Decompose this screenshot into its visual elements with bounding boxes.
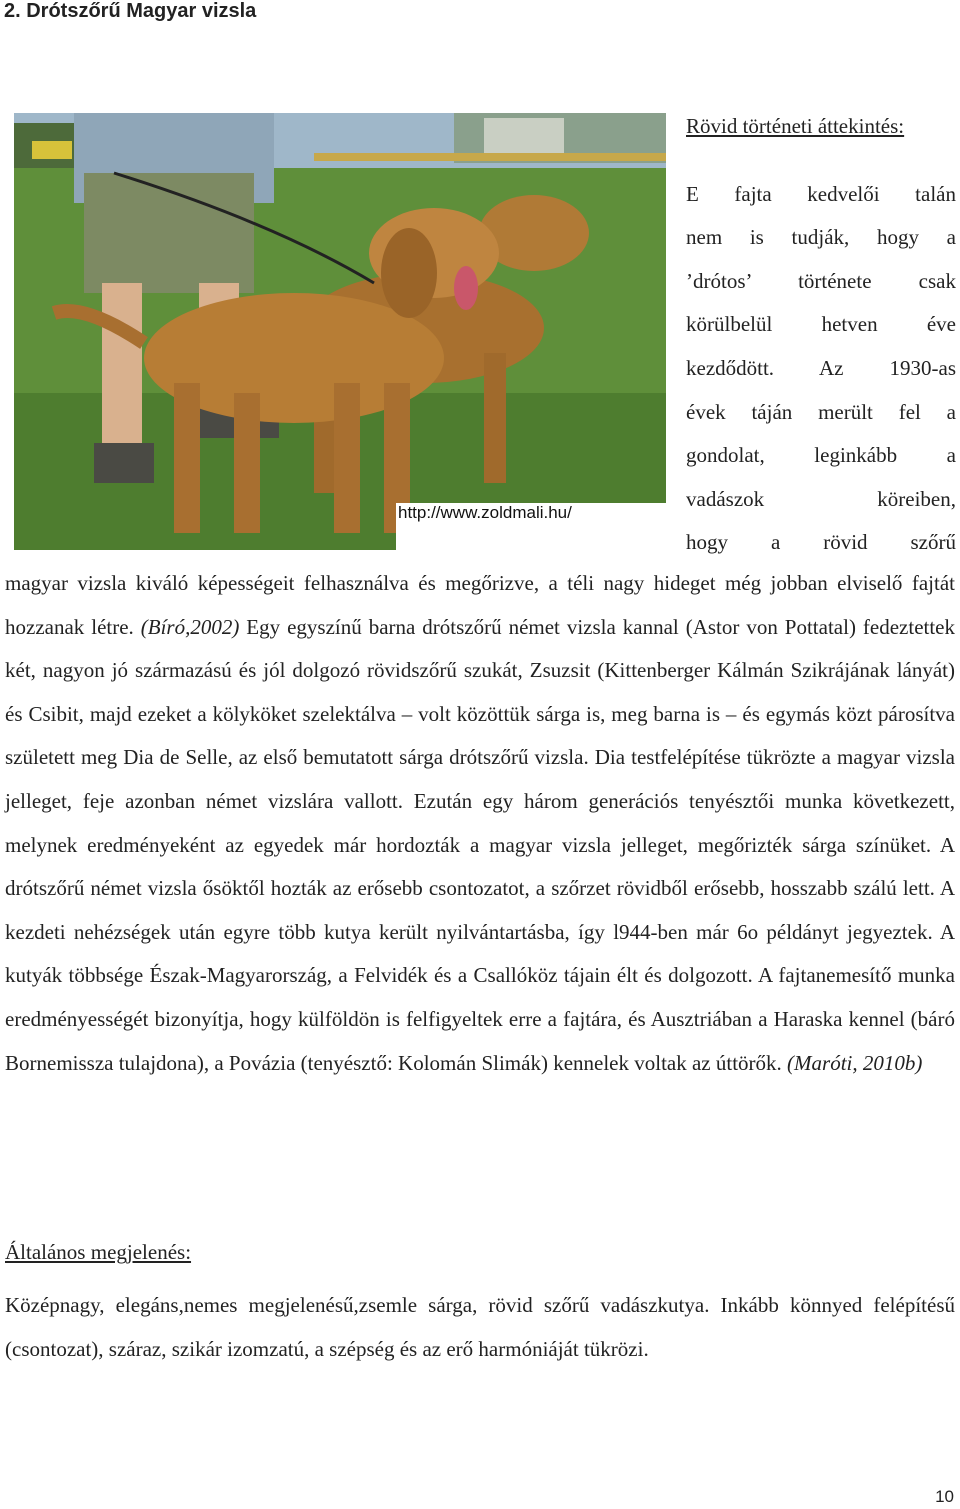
history-title: Rövid történeti áttekintés: <box>686 114 905 138</box>
dogs-photo <box>14 113 666 550</box>
side-line: kezdődött. Az 1930-as <box>686 355 956 380</box>
side-line: évek táján merült fel a <box>686 399 956 424</box>
side-line: nem is tudják, hogy a <box>686 225 956 250</box>
section-heading: 2. Drótszőrű Magyar vizsla <box>4 0 257 22</box>
photo-credit: http://www.zoldmali.hu/ <box>396 503 666 550</box>
general-title: Általános megjelenés: <box>5 1240 192 1264</box>
history-text-part2: Egy egyszínű barna drótszőrű német vizsla kannal (Astor von Pottatal) fedeztettek két, nagyon jó származású és jól dolgozó rövidszőrű szukát, Zsuzsit (Kittenberger Kálmán Szikrájának lányát) és Csibit, majd ezeket a kölyköket szelektálva – volt közöttük sárga is, meg barna is – és egymás közt párosítva született meg Dia de Selle, az első bemutatott sárga drótszőrű vizsla. Dia testfelépítése tükrözte a magyar vizsla jelleget, feje azonban német vizslára vallott. Ezután egy három generációs tenyésztői munka következett, melynek eredményeként az egyedek már hordozták a magyar vizsla jelleget, megőrizték sárga színüket. A drótszőrű német vizsla ősöktől hozták az erősebb csontozatot, a szőrzet rövidből erősebb, hosszabb szálú lett. A kezdeti nehézségek után egyre több kutya került nyilvántartásba, így l944-ben már 6o példányt jegyeztek. A kutyák többsége Észak-Magyarország, a Felvidék és a Csallóköz tájain élt és dolgozott. A fajtanemesítő munka eredményességét bizonyítja, hogy külföldön is felfigyeltek erre a fajtára, és Ausztriában a Haraska kennel (báró Bornemissza tulajdona), a Povázia (tenyésztő: Kolomán Slimák) kennelek voltak az úttörők. <box>5 614 955 1075</box>
side-line: E fajta kedvelői talán <box>686 181 956 206</box>
side-line: ’drótos’ története csak <box>686 268 956 293</box>
history-side-column <box>686 105 956 565</box>
side-line: vadászok köreiben, <box>686 486 956 511</box>
page-number: 10 <box>935 1487 954 1506</box>
citation-maroti: (Maróti, 2010b) <box>787 1050 923 1075</box>
general-paragraph <box>5 1284 955 1371</box>
history-text-part1: magyar vizsla kiváló képességeit felhasználva és megőrizve, a téli nagy hideget még jobban elviselő fajtát hozzanak létre. <box>5 571 955 639</box>
side-line: körülbelül hetven éve <box>686 312 956 337</box>
citation-biro: (Bíró,2002) <box>140 614 240 639</box>
side-line: hogy a rövid szőrű <box>686 530 956 555</box>
general-text: Középnagy, elegáns,nemes megjelenésű,zsemle sárga, rövid szőrű vadászkutya. Inkább könnyed felépítésű (csontozat), száraz, szikár izomzatú, a szépség és az erő harmóniáját tükrözi. <box>5 1293 955 1361</box>
history-paragraph <box>5 562 955 1085</box>
side-line: gondolat, leginkább a <box>686 443 956 468</box>
